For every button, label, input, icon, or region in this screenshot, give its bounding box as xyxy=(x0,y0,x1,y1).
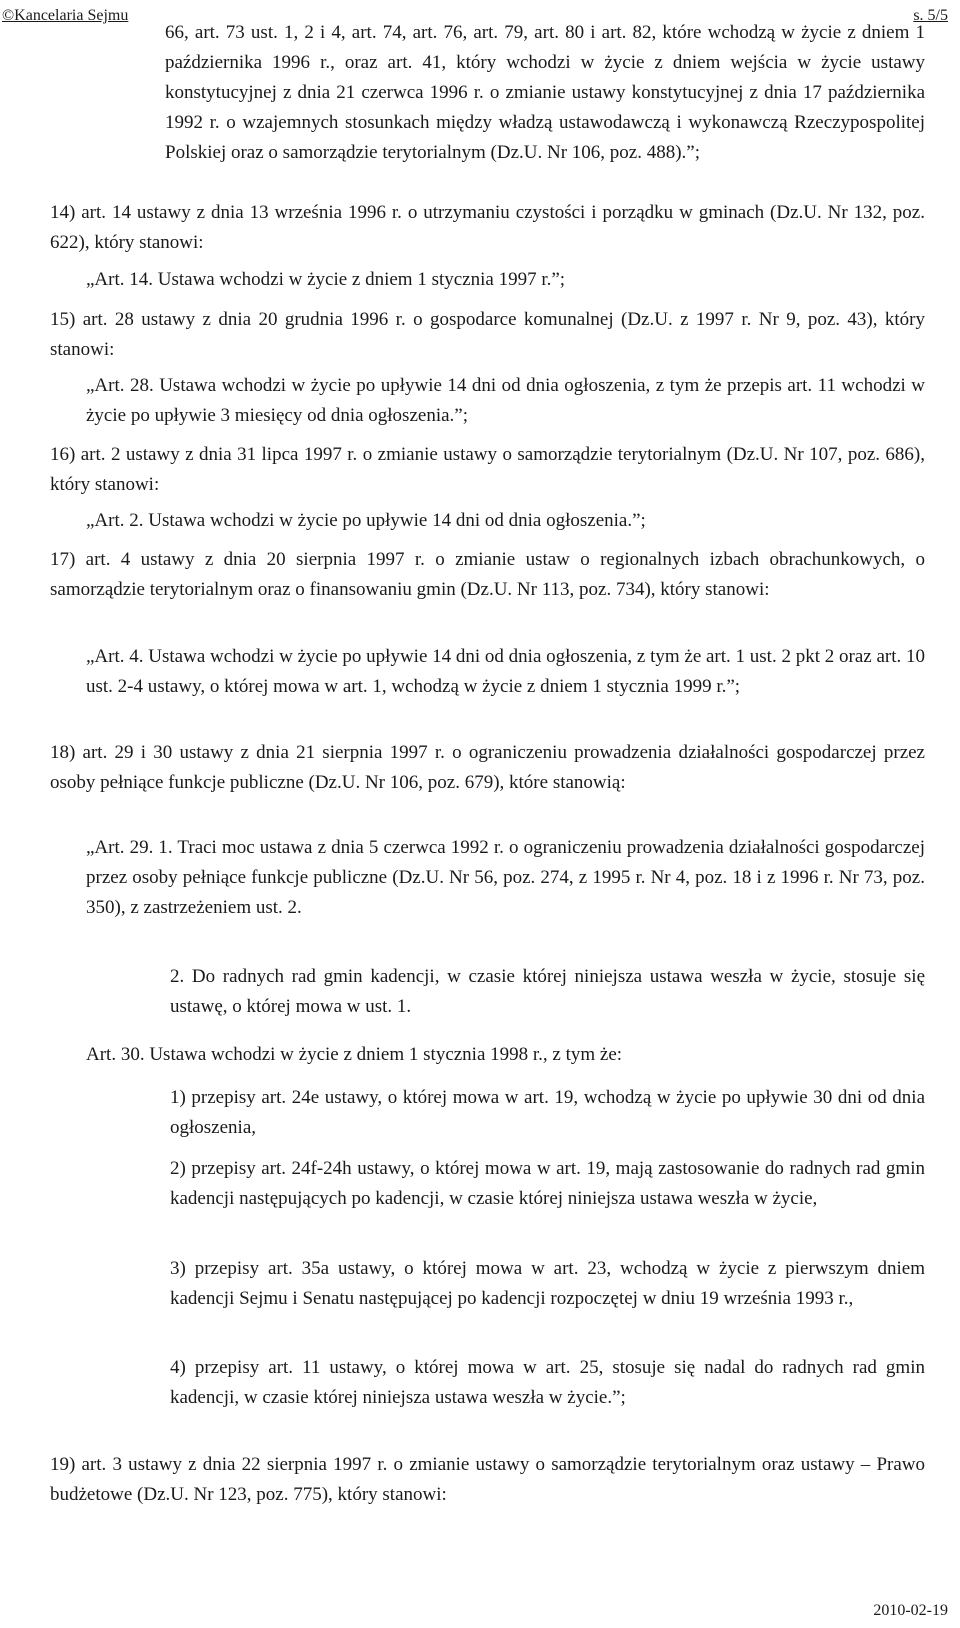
paragraph-text: 19) art. 3 ustawy z dnia 22 sierpnia 1997 r. o zmianie ustawy o samorządzie terytorialnym oraz ustawy – Prawo budżetowe (Dz.U. Nr 123, poz. 775), który stanowi: xyxy=(50,1454,925,1505)
paragraph-text: 66, art. 73 ust. 1, 2 i 4, art. 74, art. 76, art. 79, art. 80 i art. 82, które wchodzą w życie z dniem 1 października 1996 r., oraz art. 41, który wchodzi w życie z dniem wejścia w życie ustawy konstytucyjnej z dnia 21 czerwca 1996 r. o zmianie ustawy konstytucyjnej z dnia 17 października 1992 r. o wzajemnych stosunkach między władzą ustawodawczą i wykonawczą Rzeczypospolitej Polskiej oraz o samorządzie terytorialnym (Dz.U. Nr 106, poz. 488).”; xyxy=(165,22,925,163)
paragraph-text: „Art. 28. Ustawa wchodzi w życie po upływie 14 dni od dnia ogłoszenia, z tym że przepis art. 11 wchodzi w życie po upływie 3 miesięcy od dnia ogłoszenia.”; xyxy=(86,375,925,426)
paragraph-item-17 xyxy=(50,545,925,605)
paragraph-text: 14) art. 14 ustawy z dnia 13 września 1996 r. o utrzymaniu czystości i porządku w gminach (Dz.U. Nr 132, poz. 622), który stanowi: xyxy=(50,202,925,253)
quote-art-30-item-4 xyxy=(170,1353,925,1413)
quote-art-14 xyxy=(86,265,925,295)
quote-art-30-item-3 xyxy=(170,1254,925,1314)
paragraph-item-18 xyxy=(50,738,925,798)
quote-art-4 xyxy=(86,642,925,702)
quote-art-28 xyxy=(86,371,925,431)
paragraph-text: 2) przepisy art. 24f-24h ustawy, o której mowa w art. 19, mają zastosowanie do radnych rad gmin kadencji następujących po kadencji, w czasie której niniejsza ustawa weszła w życie, xyxy=(170,1158,925,1209)
paragraph-text: 4) przepisy art. 11 ustawy, o której mowa w art. 25, stosuje się nadal do radnych rad gmin kadencji, w czasie której niniejsza ustawa weszła w życie.”; xyxy=(170,1357,925,1408)
quote-art-29-ust-2 xyxy=(170,962,925,1022)
quote-art-29 xyxy=(86,833,925,923)
paragraph-text: 18) art. 29 i 30 ustawy z dnia 21 sierpnia 1997 r. o ograniczeniu prowadzenia działalności gospodarczej przez osoby pełniące funkcje publiczne (Dz.U. Nr 106, poz. 679), które stanowią: xyxy=(50,742,925,793)
quote-art-2 xyxy=(86,506,925,536)
paragraph-text: Art. 30. Ustawa wchodzi w życie z dniem 1 stycznia 1998 r., z tym że: xyxy=(86,1044,623,1065)
paragraph-text: 2. Do radnych rad gmin kadencji, w czasie której niniejsza ustawa weszła w życie, stosuje się ustawę, o której mowa w ust. 1. xyxy=(170,966,925,1017)
paragraph-text: 1) przepisy art. 24e ustawy, o której mowa w art. 19, wchodzą w życie po upływie 30 dni od dnia ogłoszenia, xyxy=(170,1087,925,1138)
footer-date: 2010-02-19 xyxy=(873,1602,948,1619)
quote-art-30 xyxy=(86,1040,925,1070)
paragraph-text: 17) art. 4 ustawy z dnia 20 sierpnia 1997 r. o zmianie ustaw o regionalnych izbach obrachunkowych, o samorządzie terytorialnym oraz o finansowaniu gmin (Dz.U. Nr 113, poz. 734), który stanowi: xyxy=(50,549,925,600)
header-page-number: s. 5/5 xyxy=(913,7,948,24)
paragraph-text: „Art. 4. Ustawa wchodzi w życie po upływie 14 dni od dnia ogłoszenia, z tym że art. 1 ust. 2 pkt 2 oraz art. 10 ust. 2-4 ustawy, o której mowa w art. 1, wchodzą w życie z dniem 1 stycznia 1999 r.”; xyxy=(86,646,925,697)
paragraph-text: „Art. 29. 1. Traci moc ustawa z dnia 5 czerwca 1992 r. o ograniczeniu prowadzenia działalności gospodarczej przez osoby pełniące funkcje publiczne (Dz.U. Nr 56, poz. 274, z 1995 r. Nr 4, poz. 18 i z 1996 r. Nr 73, poz. 350), z zastrzeżeniem ust. 2. xyxy=(86,837,925,918)
paragraph-item-19 xyxy=(50,1450,925,1510)
paragraph-item-16 xyxy=(50,440,925,500)
quote-art-30-item-1 xyxy=(170,1083,925,1143)
paragraph-text: 16) art. 2 ustawy z dnia 31 lipca 1997 r. o zmianie ustawy o samorządzie terytorialnym (Dz.U. Nr 107, poz. 686), który stanowi: xyxy=(50,444,925,495)
paragraph-text: „Art. 14. Ustawa wchodzi w życie z dniem 1 stycznia 1997 r.”; xyxy=(86,269,566,290)
paragraph-text: 3) przepisy art. 35a ustawy, o której mowa w art. 23, wchodzą w życie z pierwszym dniem kadencji Sejmu i Senatu następującej po kadencji rozpoczętej w dniu 19 września 1993 r., xyxy=(170,1258,925,1309)
paragraph-item-15 xyxy=(50,305,925,365)
header-publisher: ©Kancelaria Sejmu xyxy=(2,7,129,24)
paragraph-text: 15) art. 28 ustawy z dnia 20 grudnia 1996 r. o gospodarce komunalnej (Dz.U. z 1997 r. Nr 9, poz. 43), który stanowi: xyxy=(50,309,925,360)
paragraph-item-14 xyxy=(50,198,925,258)
quote-art-30-item-2 xyxy=(170,1154,925,1214)
paragraph-text: „Art. 2. Ustawa wchodzi w życie po upływie 14 dni od dnia ogłoszenia.”; xyxy=(86,510,646,531)
paragraph-13-continuation xyxy=(165,18,925,168)
